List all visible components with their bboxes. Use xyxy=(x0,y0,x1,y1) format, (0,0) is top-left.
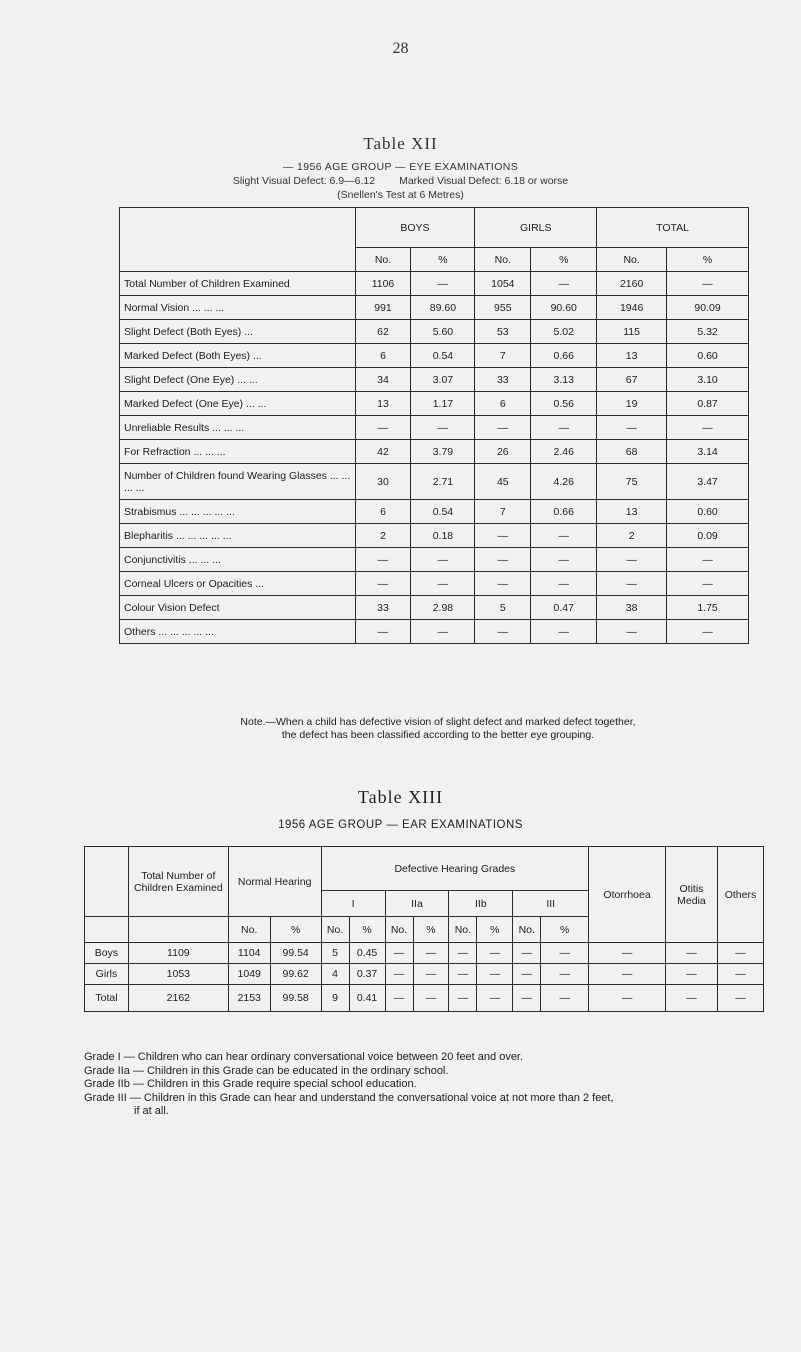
col-subheader: % xyxy=(349,917,385,943)
snellen-test-note: (Snellen's Test at 6 Metres) xyxy=(337,189,464,201)
grade-definition xyxy=(84,1092,784,1106)
ear-examinations-table xyxy=(84,846,764,1012)
table-cell: — xyxy=(449,964,477,985)
table-cell: 68 xyxy=(597,440,667,464)
row-label: Blepharitis ... ... ... ... ... xyxy=(120,524,356,548)
col-subheader: % xyxy=(541,917,589,943)
table-cell: 5.60 xyxy=(411,320,475,344)
row-label-header xyxy=(85,847,129,917)
table-cell: 3.14 xyxy=(667,440,749,464)
table-xii-title: Table XII xyxy=(363,134,438,153)
slight-defect-definition: Slight Visual Defect: 6.9—6.12 xyxy=(232,175,376,187)
table-row xyxy=(120,464,749,500)
table-cell: 99.58 xyxy=(270,985,321,1012)
table-row xyxy=(120,320,749,344)
table-cell: 1104 xyxy=(228,943,270,964)
table-cell: — xyxy=(589,964,666,985)
grade-name: Grade III xyxy=(84,1091,127,1104)
table-cell: 34 xyxy=(355,368,411,392)
table-cell: — xyxy=(667,272,749,296)
row-label: Colour Vision Defect xyxy=(120,596,356,620)
empty-header-cell xyxy=(85,917,129,943)
grade-text: — Children who can hear ordinary conversational voice between 20 feet and over. xyxy=(123,1051,524,1063)
table-cell: 0.66 xyxy=(531,344,597,368)
row-label: For Refraction ... ... ... xyxy=(120,440,356,464)
table-cell: 42 xyxy=(355,440,411,464)
grade-text: — Children in this Grade can be educated in the ordinary school. xyxy=(132,1064,449,1077)
note-line: the defect has been classified according to the better eye grouping. xyxy=(281,729,595,741)
table-cell: 4 xyxy=(321,964,349,985)
col-subheader: % xyxy=(667,248,749,272)
note-line: Note.—When a child has defective vision of slight defect and marked defect together, xyxy=(240,716,636,728)
row-label: Girls xyxy=(85,964,129,985)
table-cell: 2.46 xyxy=(531,440,597,464)
table-cell: — xyxy=(411,272,475,296)
table-cell: — xyxy=(589,943,666,964)
row-label: Number of Children found Wearing Glasses ... ... ... ... xyxy=(120,464,356,500)
table-row xyxy=(120,368,749,392)
table-cell: — xyxy=(449,985,477,1012)
grade-iii-header: III xyxy=(513,891,589,917)
table-cell: 0.47 xyxy=(531,596,597,620)
table-cell: — xyxy=(666,985,718,1012)
total-examined-cell: 2162 xyxy=(128,985,228,1012)
total-examined-cell: 1109 xyxy=(128,943,228,964)
table-cell: 991 xyxy=(355,296,411,320)
table-cell: — xyxy=(449,943,477,964)
grade-name: Grade I xyxy=(84,1051,121,1063)
col-subheader: No. xyxy=(475,248,531,272)
table-cell: 0.87 xyxy=(667,392,749,416)
table-cell: 30 xyxy=(355,464,411,500)
table-cell: 5 xyxy=(321,943,349,964)
otitis-media-header: Otitis Media xyxy=(666,847,718,943)
table-cell: 67 xyxy=(597,368,667,392)
table-cell: — xyxy=(411,572,475,596)
col-subheader: % xyxy=(477,917,513,943)
table-xiii-title: Table XIII xyxy=(357,787,444,807)
row-label: Slight Defect (Both Eyes) ... xyxy=(120,320,356,344)
table-xii-subtitle: — 1956 AGE GROUP — EYE EXAMINATIONS xyxy=(282,161,519,173)
table-cell: — xyxy=(411,548,475,572)
row-label: Total xyxy=(85,985,129,1012)
table-cell: — xyxy=(717,943,763,964)
table-cell: — xyxy=(513,964,541,985)
table-cell: 38 xyxy=(597,596,667,620)
table-cell: 1106 xyxy=(355,272,411,296)
col-subheader: No. xyxy=(355,248,411,272)
table-cell: 0.18 xyxy=(411,524,475,548)
table-row xyxy=(120,440,749,464)
table-cell: — xyxy=(413,943,449,964)
table-cell: 2160 xyxy=(597,272,667,296)
normal-hearing-header: Normal Hearing xyxy=(228,847,321,917)
table-cell: — xyxy=(477,985,513,1012)
table-row xyxy=(120,620,749,644)
col-subheader: No. xyxy=(321,917,349,943)
table-cell: 53 xyxy=(475,320,531,344)
table-cell: — xyxy=(411,620,475,644)
table-cell: — xyxy=(477,964,513,985)
table-cell: — xyxy=(667,572,749,596)
col-subheader: No. xyxy=(449,917,477,943)
table-cell: 45 xyxy=(475,464,531,500)
table-cell: 99.62 xyxy=(270,964,321,985)
table-cell: 9 xyxy=(321,985,349,1012)
col-subheader: % xyxy=(531,248,597,272)
table-cell: 3.47 xyxy=(667,464,749,500)
grade-definition-continued: if at all. xyxy=(134,1105,169,1117)
page-number: 28 xyxy=(392,40,409,57)
table-cell: — xyxy=(475,416,531,440)
table-cell: — xyxy=(541,943,589,964)
eye-examinations-table xyxy=(119,207,749,644)
table-cell: — xyxy=(475,548,531,572)
table-cell: — xyxy=(667,548,749,572)
row-label: Unreliable Results ... ... ... xyxy=(120,416,356,440)
table-cell: 89.60 xyxy=(411,296,475,320)
table-cell: — xyxy=(355,548,411,572)
table-cell: — xyxy=(413,964,449,985)
table-row xyxy=(120,500,749,524)
grade-text: — Children in this Grade require special school education. xyxy=(132,1078,417,1090)
table-cell: — xyxy=(597,416,667,440)
table-cell: — xyxy=(597,548,667,572)
table-cell: 1.17 xyxy=(411,392,475,416)
table-cell: 7 xyxy=(475,500,531,524)
col-subheader: No. xyxy=(385,917,413,943)
table-cell: — xyxy=(666,943,718,964)
table-cell: — xyxy=(531,572,597,596)
table-cell: — xyxy=(717,985,763,1012)
table-cell: 90.09 xyxy=(667,296,749,320)
table-cell: — xyxy=(513,943,541,964)
table-row xyxy=(120,524,749,548)
table-cell: — xyxy=(477,943,513,964)
row-label: Marked Defect (Both Eyes) ... xyxy=(120,344,356,368)
table-cell: 1054 xyxy=(475,272,531,296)
table-cell: 13 xyxy=(355,392,411,416)
table-cell: — xyxy=(385,943,413,964)
row-label: Normal Vision ... ... ... xyxy=(120,296,356,320)
table-row xyxy=(120,572,749,596)
table-cell: 5.02 xyxy=(531,320,597,344)
table-row xyxy=(120,296,749,320)
table-cell: 955 xyxy=(475,296,531,320)
row-label: Others ... ... ... ... ... xyxy=(120,620,356,644)
table-cell: 3.79 xyxy=(411,440,475,464)
table-cell: 1.75 xyxy=(667,596,749,620)
table-cell: — xyxy=(531,524,597,548)
col-subheader: No. xyxy=(513,917,541,943)
table-cell: 2.71 xyxy=(411,464,475,500)
table-cell: 13 xyxy=(597,500,667,524)
grade-iia-header: IIa xyxy=(385,891,449,917)
table-cell: 2153 xyxy=(228,985,270,1012)
table-cell: 90.60 xyxy=(531,296,597,320)
table-row xyxy=(120,392,749,416)
table-cell: — xyxy=(413,985,449,1012)
row-label: Corneal Ulcers or Opacities ... xyxy=(120,572,356,596)
table-cell: — xyxy=(355,572,411,596)
table-cell: 0.37 xyxy=(349,964,385,985)
table-cell: 33 xyxy=(475,368,531,392)
marked-defect-definition: Marked Visual Defect: 6.18 or worse xyxy=(399,175,569,187)
grade-text: — Children in this Grade can hear and understand the conversational voice at not more than 2 feet, xyxy=(129,1091,614,1104)
grade-iib-header: IIb xyxy=(449,891,513,917)
table-row xyxy=(85,964,764,985)
grade-definition xyxy=(84,1051,784,1065)
table-cell: 7 xyxy=(475,344,531,368)
table-cell: — xyxy=(531,416,597,440)
table-cell: — xyxy=(666,964,718,985)
table-cell: — xyxy=(597,620,667,644)
table-cell: 5.32 xyxy=(667,320,749,344)
table-cell: 3.13 xyxy=(531,368,597,392)
table-cell: 0.60 xyxy=(667,500,749,524)
table-cell: — xyxy=(717,964,763,985)
table-cell: — xyxy=(531,548,597,572)
row-label-header xyxy=(120,208,356,272)
table-cell: 99.54 xyxy=(270,943,321,964)
table-row xyxy=(85,943,764,964)
table-cell: 6 xyxy=(355,500,411,524)
table-cell: 75 xyxy=(597,464,667,500)
total-examined-cell: 1053 xyxy=(128,964,228,985)
otorrhoea-header: Otorrhoea xyxy=(589,847,666,943)
table-cell: — xyxy=(475,524,531,548)
table-cell: — xyxy=(385,985,413,1012)
table-cell: 2 xyxy=(597,524,667,548)
col-subheader: % xyxy=(270,917,321,943)
row-label: Boys xyxy=(85,943,129,964)
table-cell: — xyxy=(531,620,597,644)
table-cell: 1049 xyxy=(228,964,270,985)
table-cell: 0.45 xyxy=(349,943,385,964)
col-subheader: % xyxy=(411,248,475,272)
table-cell: 4.26 xyxy=(531,464,597,500)
table-cell: 115 xyxy=(597,320,667,344)
row-label: Marked Defect (One Eye) ... ... xyxy=(120,392,356,416)
table-cell: 19 xyxy=(597,392,667,416)
grade-i-header: I xyxy=(321,891,385,917)
others-header: Others xyxy=(717,847,763,943)
table-cell: — xyxy=(385,964,413,985)
total-number-header: Total Number of Children Examined xyxy=(128,847,228,917)
row-label: Slight Defect (One Eye) ... ... xyxy=(120,368,356,392)
table-cell: 0.54 xyxy=(411,344,475,368)
table-xiii-subtitle: 1956 AGE GROUP — EAR EXAMINATIONS xyxy=(278,819,523,831)
grade-definition xyxy=(84,1065,784,1079)
table-cell: — xyxy=(589,985,666,1012)
table-cell: 6 xyxy=(475,392,531,416)
table-cell: — xyxy=(355,416,411,440)
table-cell: 0.41 xyxy=(349,985,385,1012)
table-cell: 0.56 xyxy=(531,392,597,416)
table-cell: 2.98 xyxy=(411,596,475,620)
table-cell: 0.54 xyxy=(411,500,475,524)
table-cell: — xyxy=(355,620,411,644)
table-cell: — xyxy=(597,572,667,596)
table-cell: 1946 xyxy=(597,296,667,320)
table-cell: — xyxy=(411,416,475,440)
table-cell: 0.09 xyxy=(667,524,749,548)
table-cell: — xyxy=(475,572,531,596)
row-label: Strabismus ... ... ... ... ... xyxy=(120,500,356,524)
table-cell: 0.66 xyxy=(531,500,597,524)
grade-name: Grade IIb xyxy=(84,1078,130,1090)
boys-header: BOYS xyxy=(355,208,475,248)
col-subheader: No. xyxy=(228,917,270,943)
table-row xyxy=(120,344,749,368)
table-cell: — xyxy=(475,620,531,644)
table-cell: 3.10 xyxy=(667,368,749,392)
table-cell: 5 xyxy=(475,596,531,620)
grade-definition xyxy=(84,1078,784,1092)
table-cell: 0.60 xyxy=(667,344,749,368)
defective-hearing-header: Defective Hearing Grades xyxy=(321,847,589,891)
table-row xyxy=(120,548,749,572)
empty-header-cell xyxy=(128,917,228,943)
table-cell: 62 xyxy=(355,320,411,344)
table-row xyxy=(120,596,749,620)
col-subheader: No. xyxy=(597,248,667,272)
table-cell: 26 xyxy=(475,440,531,464)
table-cell: — xyxy=(531,272,597,296)
table-cell: 2 xyxy=(355,524,411,548)
table-cell: — xyxy=(541,964,589,985)
table-cell: — xyxy=(667,416,749,440)
col-subheader: % xyxy=(413,917,449,943)
table-xii-note xyxy=(118,716,758,742)
table-cell: 3.07 xyxy=(411,368,475,392)
table-row xyxy=(85,985,764,1012)
table-cell: — xyxy=(667,620,749,644)
grade-name: Grade IIa xyxy=(84,1064,130,1077)
row-label: Total Number of Children Examined xyxy=(120,272,356,296)
table-cell: — xyxy=(513,985,541,1012)
table-cell: 33 xyxy=(355,596,411,620)
girls-header: GIRLS xyxy=(475,208,597,248)
table-row xyxy=(120,416,749,440)
table-cell: 6 xyxy=(355,344,411,368)
table-cell: — xyxy=(541,985,589,1012)
table-row xyxy=(120,272,749,296)
row-label: Conjunctivitis ... ... ... xyxy=(120,548,356,572)
table-xii-defect-definitions xyxy=(0,175,801,187)
hearing-grade-definitions xyxy=(84,1051,784,1119)
total-header: TOTAL xyxy=(597,208,749,248)
table-cell: 13 xyxy=(597,344,667,368)
